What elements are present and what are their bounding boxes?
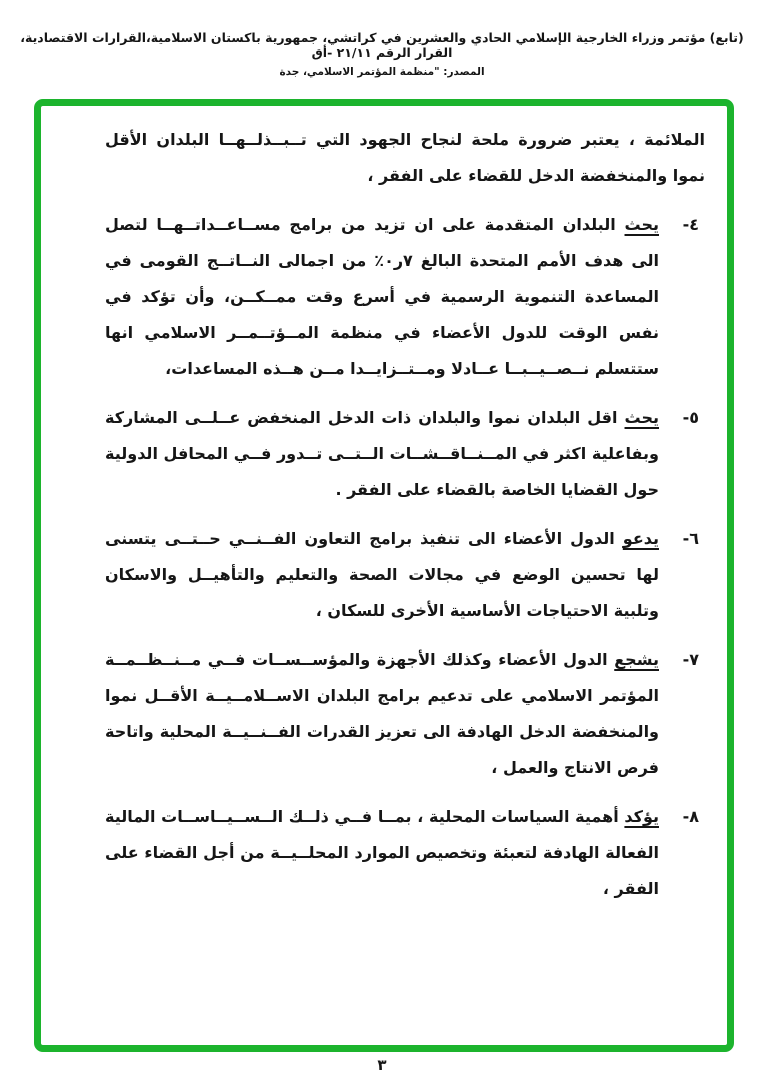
header-source-line: المصدر: "منظمة المؤتمر الاسلامي، جدة — [279, 66, 485, 78]
item-text — [105, 642, 659, 786]
resolution-item-7 — [105, 642, 705, 786]
document-header — [0, 30, 764, 78]
resolution-item-5 — [105, 400, 705, 508]
intro-paragraph: الملائمة ، يعتبر ضرورة ملحة لنجاح الجهود التي تــبــذلــهــا البلدان الأقل نموا والمنخفضة الدخل للقضاء على الفقر ، — [105, 130, 705, 185]
item-text — [105, 521, 659, 629]
item-number: -٦ — [682, 529, 699, 548]
item-number: -٧ — [682, 650, 699, 669]
item-body-text: أهمية السياسات المحلية ، بمــا فــي ذلــك الــســيــاســات المالية الفعالة الهادفة لتعبئة وتخصيص الموارد المحلــيــة من أجل القضاء على الفقر ، — [105, 807, 659, 898]
item-text — [105, 799, 659, 907]
item-lead-word: يؤكد — [624, 807, 659, 826]
item-body-text: الدول الأعضاء وكذلك الأجهزة والمؤســســات فــي مــنــظــمــة المؤتمر الاسلامي على تدعيم برامج البلدان الاســلامــيــة الأقــل نموا والمنخفضة الدخل الهادفة الى تعزيز القدرات الفــنــيــة المحلية واتاحة فرص الانتاج والعمل ، — [105, 650, 659, 777]
document-body — [41, 122, 726, 920]
item-lead-word: يحث — [624, 408, 659, 427]
resolution-item-6 — [105, 521, 705, 629]
item-number: -٤ — [682, 215, 699, 234]
item-text — [105, 400, 659, 508]
item-lead-word: يحث — [624, 215, 659, 234]
item-lead-word: يدعو — [622, 529, 659, 548]
item-lead-word: يشجع — [614, 650, 659, 669]
item-number: -٨ — [682, 807, 699, 826]
resolution-item-8 — [105, 799, 705, 907]
resolution-item-4 — [105, 207, 705, 387]
item-body-text: البلدان المتقدمة على ان تزيد من برامج مســاعــداتــهــا لتصل الى هدف الأمم المتحدة البالغ ‭٪٠ر٧‬ من اجمالى النــاتــج القومى في المساعدة التنموية الرسمية في أسرع وقت ممــكــن، وأن تؤكد في نفس الوقت للدول الأعضاء في منظمة المــؤتــمــر الاسلامي انها ستتسلم نــصــيــبــا عــادلا ومــتــزايــدا مــن هــذه المساعدات، — [105, 215, 659, 378]
header-title-line: (تابع) مؤتمر وزراء الخارجية الإسلامي الحادي والعشرين في كراتشي، جمهورية باكستان الاسلامية،القرارات الاقتصادية، القرار الرقم ٢١/١١ -أق — [20, 30, 744, 60]
item-body-text: الدول الأعضاء الى تنفيذ برامج التعاون الفــنــي حــتــى يتسنى لها تحسين الوضع في مجالات الصحة والتعليم والتأهيــل والاسكان وتلبية الاحتياجات الأساسية الأخرى للسكان ، — [105, 529, 659, 620]
item-text — [105, 207, 659, 387]
item-body-text: اقل البلدان نموا والبلدان ذات الدخل المنخفض عــلــى المشاركة وبفاعلية اكثر في المــنــاقــشــات الــتــى تــدور فــي المحافل الدولية حول القضايا الخاصة بالقضاء على الفقر . — [105, 408, 659, 499]
page-number: ٣ — [377, 1056, 387, 1074]
item-number: -٥ — [682, 408, 699, 427]
